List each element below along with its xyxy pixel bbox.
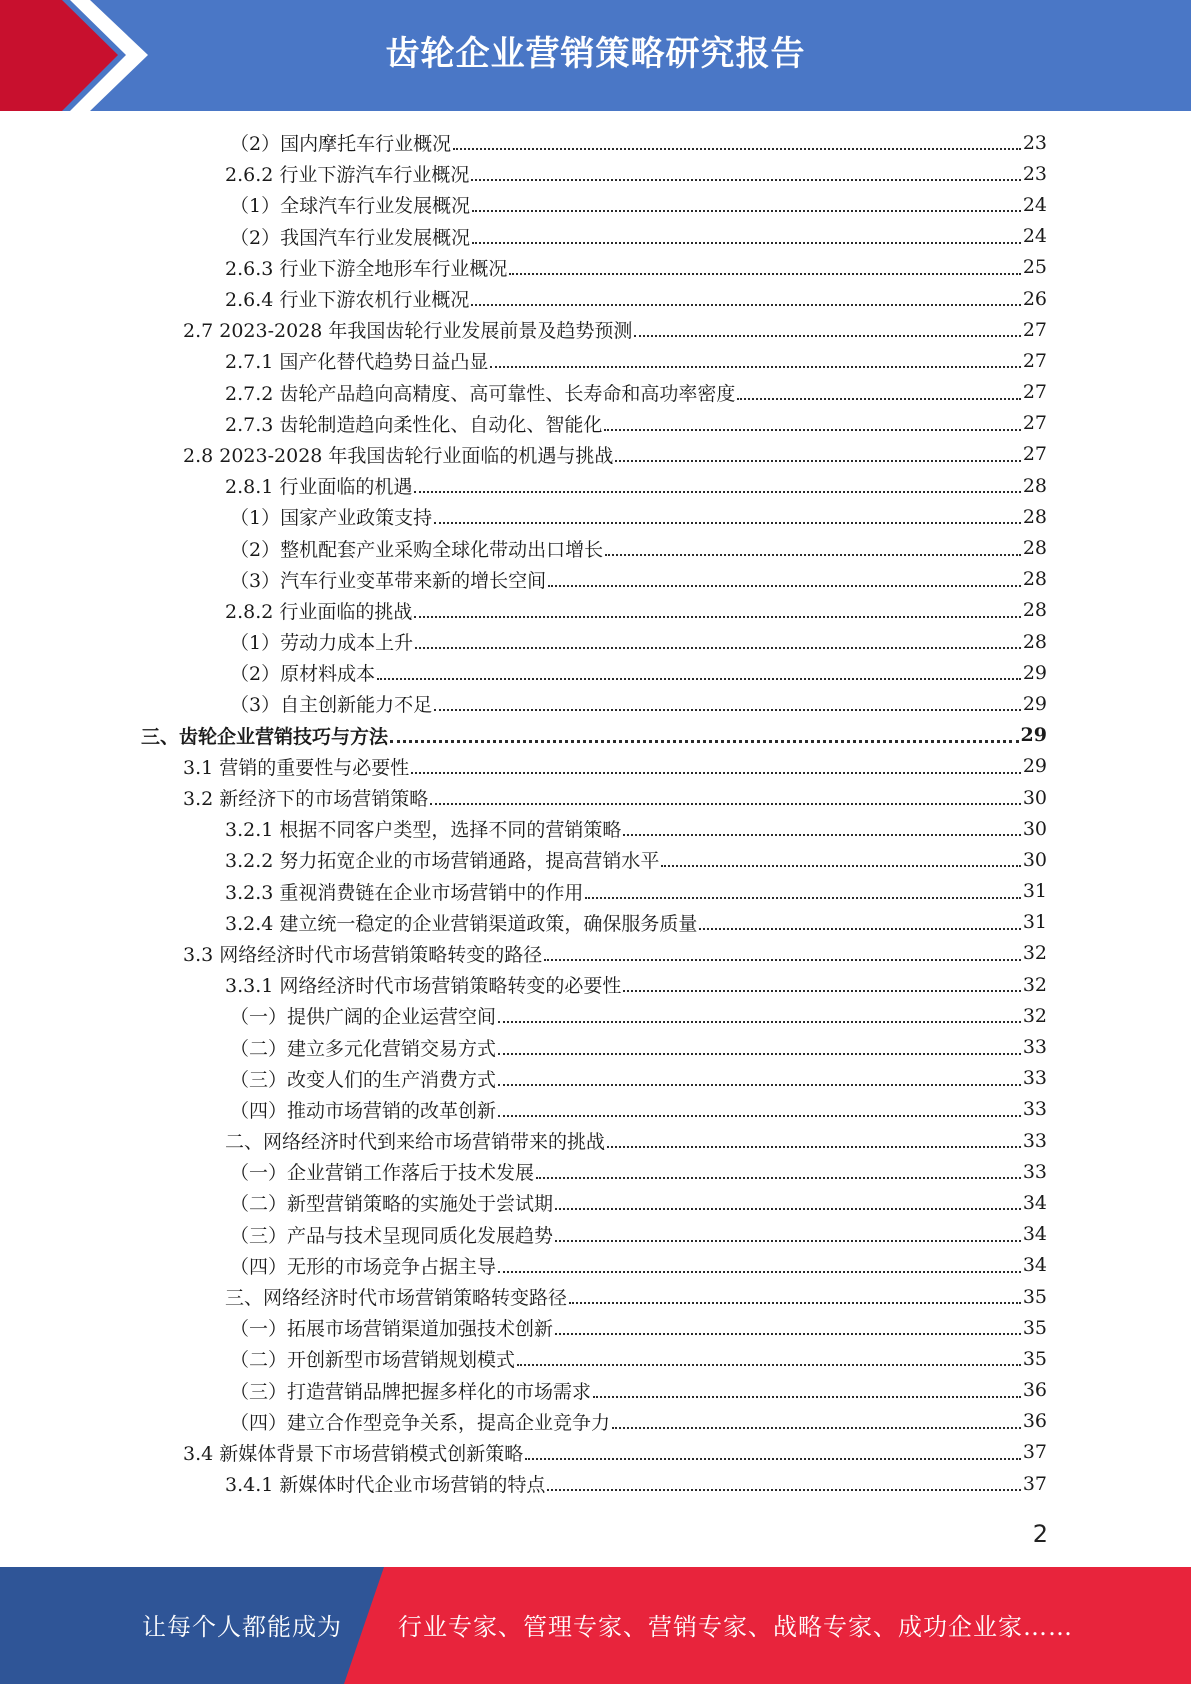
toc-entry[interactable] bbox=[0, 907, 1191, 938]
toc-entry-title: （四）建立合作型竞争关系，提高企业竞争力 bbox=[230, 1411, 611, 1434]
toc-entry-page: 29 bbox=[1022, 692, 1047, 715]
toc-entry-page: 37 bbox=[1022, 1441, 1047, 1464]
toc-entry-title: （二）建立多元化营销交易方式 bbox=[230, 1037, 497, 1060]
toc-entry[interactable] bbox=[0, 969, 1191, 1000]
toc-dot-leader bbox=[737, 397, 1020, 400]
toc-entry[interactable] bbox=[0, 1187, 1191, 1218]
toc-entry-title: （2）整机配套产业采购全球化带动出口增长 bbox=[230, 538, 604, 561]
toc-dot-leader bbox=[509, 272, 1020, 275]
toc-entry-title: 2.7.3 齿轮制造趋向柔性化、自动化、智能化 bbox=[225, 413, 603, 436]
toc-dot-leader bbox=[498, 1020, 1021, 1023]
toc-entry-title: （三）改变人们的生产消费方式 bbox=[230, 1068, 497, 1091]
toc-entry-title: 二、网络经济时代到来给市场营销带来的挑战 bbox=[225, 1131, 606, 1154]
toc-entry-page: 29 bbox=[1020, 724, 1047, 747]
toc-dot-leader bbox=[490, 365, 1020, 368]
toc-dot-leader bbox=[605, 553, 1021, 556]
toc-dot-leader bbox=[585, 896, 1020, 899]
toc-entry-page: 24 bbox=[1022, 225, 1047, 248]
footer-slogan-right: 行业专家、管理专家、营销专家、战略专家、成功企业家…… bbox=[398, 1613, 1073, 1641]
toc-entry-title: 2.8.1 行业面临的机遇 bbox=[225, 476, 413, 499]
toc-dot-leader bbox=[411, 771, 1021, 774]
toc-entry-page: 30 bbox=[1022, 848, 1047, 871]
toc-entry[interactable] bbox=[0, 1031, 1191, 1062]
toc-entry[interactable] bbox=[0, 813, 1191, 844]
toc-entry-page: 25 bbox=[1022, 256, 1047, 279]
toc-entry-page: 28 bbox=[1022, 537, 1047, 560]
toc-dot-leader bbox=[623, 833, 1020, 836]
toc-entry-page: 34 bbox=[1022, 1191, 1047, 1214]
toc-entry[interactable] bbox=[0, 1219, 1191, 1250]
toc-entry-page: 32 bbox=[1022, 973, 1047, 996]
toc-dot-leader bbox=[536, 1176, 1021, 1179]
toc-dot-leader bbox=[471, 178, 1020, 181]
toc-entry-title: （3）自主创新能力不足 bbox=[230, 694, 433, 717]
toc-entry[interactable] bbox=[0, 1281, 1191, 1312]
toc-entry-page: 33 bbox=[1022, 1160, 1047, 1183]
toc-dot-leader bbox=[569, 1301, 1021, 1304]
toc-entry[interactable] bbox=[0, 532, 1191, 563]
toc-entry-page: 31 bbox=[1022, 880, 1047, 903]
toc-entry[interactable] bbox=[0, 127, 1191, 158]
toc-entry[interactable] bbox=[0, 283, 1191, 314]
toc-entry-title: 3.2 新经济下的市场营销策略 bbox=[183, 788, 429, 811]
toc-entry-title: 2.8.2 行业面临的挑战 bbox=[225, 600, 413, 623]
toc-entry-page: 33 bbox=[1022, 1036, 1047, 1059]
toc-entry-title: （二）开创新型市场营销规划模式 bbox=[230, 1349, 516, 1372]
toc-dot-leader bbox=[472, 241, 1021, 244]
page-header bbox=[0, 0, 1191, 111]
toc-dot-leader bbox=[661, 864, 1020, 867]
toc-entry-title: （2）原材料成本 bbox=[230, 663, 376, 686]
toc-entry-title: （1）劳动力成本上升 bbox=[230, 632, 414, 655]
toc-entry[interactable] bbox=[0, 439, 1191, 470]
toc-entry-page: 30 bbox=[1022, 786, 1047, 809]
report-title: 齿轮企业营销策略研究报告 bbox=[385, 34, 806, 74]
toc-entry-title: 2.6.2 行业下游汽车行业概况 bbox=[225, 164, 470, 187]
toc-dot-leader bbox=[525, 1457, 1021, 1460]
toc-entry[interactable] bbox=[0, 1343, 1191, 1374]
toc-entry-page: 36 bbox=[1022, 1410, 1047, 1433]
toc-entry-title: 3.2.4 建立统一稳定的企业营销渠道政策，确保服务质量 bbox=[225, 912, 698, 935]
toc-entry-title: （一）企业营销工作落后于技术发展 bbox=[230, 1162, 535, 1185]
toc-entry-page: 27 bbox=[1022, 318, 1047, 341]
toc-dot-leader bbox=[555, 1239, 1021, 1242]
toc-dot-leader bbox=[414, 615, 1020, 618]
toc-dot-leader bbox=[555, 1207, 1021, 1210]
toc-dot-leader bbox=[377, 677, 1021, 680]
toc-entry[interactable] bbox=[0, 1312, 1191, 1343]
toc-dot-leader bbox=[434, 521, 1021, 524]
toc-entry[interactable] bbox=[0, 844, 1191, 875]
toc-entry-title: （2）国内摩托车行业概况 bbox=[230, 133, 452, 156]
toc-entry[interactable] bbox=[0, 189, 1191, 220]
toc-entry-page: 34 bbox=[1022, 1223, 1047, 1246]
toc-dot-leader bbox=[453, 147, 1021, 150]
toc-entry-page: 24 bbox=[1022, 193, 1047, 216]
toc-entry-page: 35 bbox=[1022, 1316, 1047, 1339]
toc-entry[interactable] bbox=[0, 938, 1191, 969]
toc-entry[interactable] bbox=[0, 1094, 1191, 1125]
toc-entry-page: 34 bbox=[1022, 1254, 1047, 1277]
toc-entry-title: （三）打造营销品牌把握多样化的市场需求 bbox=[230, 1380, 592, 1403]
toc-dot-leader bbox=[471, 303, 1020, 306]
toc-entry-title: （一）拓展市场营销渠道加强技术创新 bbox=[230, 1318, 554, 1341]
toc-entry-page: 32 bbox=[1022, 1004, 1047, 1027]
toc-dot-leader bbox=[699, 927, 1020, 930]
toc-entry-page: 23 bbox=[1022, 162, 1047, 185]
toc-entry[interactable] bbox=[0, 1125, 1191, 1156]
toc-dot-leader bbox=[593, 1395, 1021, 1398]
toc-dot-leader bbox=[415, 646, 1021, 649]
toc-entry-title: 2.6.4 行业下游农机行业概况 bbox=[225, 289, 470, 312]
toc-dot-leader bbox=[498, 1114, 1021, 1117]
toc-entry-page: 28 bbox=[1022, 505, 1047, 528]
toc-dot-leader bbox=[498, 1052, 1021, 1055]
toc-entry[interactable] bbox=[0, 1156, 1191, 1187]
toc-dot-leader bbox=[612, 1426, 1021, 1429]
toc-entry-page: 28 bbox=[1022, 474, 1047, 497]
toc-entry-title: 2.8 2023-2028 年我国齿轮行业面临的机遇与挑战 bbox=[183, 444, 614, 467]
toc-entry[interactable] bbox=[0, 1250, 1191, 1281]
toc-entry[interactable] bbox=[0, 314, 1191, 345]
toc-dot-leader bbox=[607, 1145, 1021, 1148]
toc-dot-leader bbox=[634, 334, 1020, 337]
toc-dot-leader bbox=[555, 1332, 1021, 1335]
toc-dot-leader bbox=[604, 428, 1020, 431]
toc-entry[interactable] bbox=[0, 564, 1191, 595]
toc-entry[interactable] bbox=[0, 158, 1191, 189]
toc-dot-leader bbox=[547, 1488, 1020, 1491]
page-footer bbox=[0, 1567, 1191, 1684]
toc-entry-page: 27 bbox=[1022, 381, 1047, 404]
toc-entry-title: （2）我国汽车行业发展概况 bbox=[230, 226, 471, 249]
toc-entry[interactable] bbox=[0, 657, 1191, 688]
toc-dot-leader bbox=[517, 1363, 1021, 1366]
toc-dot-leader bbox=[390, 739, 1019, 743]
toc-entry-page: 27 bbox=[1022, 349, 1047, 372]
toc-entry-title: 3.3 网络经济时代市场营销策略转变的路径 bbox=[183, 943, 543, 966]
toc-dot-leader bbox=[498, 1270, 1021, 1273]
toc-entry[interactable] bbox=[0, 1406, 1191, 1437]
toc-entry-page: 33 bbox=[1022, 1098, 1047, 1121]
toc-dot-leader bbox=[623, 989, 1020, 992]
toc-entry-title: （1）国家产业政策支持 bbox=[230, 507, 433, 530]
toc-entry-page: 30 bbox=[1022, 817, 1047, 840]
toc-entry-title: 三、网络经济时代市场营销策略转变路径 bbox=[225, 1287, 568, 1310]
toc-dot-leader bbox=[414, 490, 1020, 493]
toc-entry-page: 26 bbox=[1022, 287, 1047, 310]
toc-entry-title: 3.2.2 努力拓宽企业的市场营销通路，提高营销水平 bbox=[225, 850, 660, 873]
toc-dot-leader bbox=[544, 958, 1021, 961]
toc-entry-page: 27 bbox=[1022, 443, 1047, 466]
toc-entry[interactable] bbox=[0, 720, 1191, 751]
toc-entry-title: 3.2.3 重视消费链在企业市场营销中的作用 bbox=[225, 881, 584, 904]
toc-entry[interactable] bbox=[0, 377, 1191, 408]
toc-entry-title: 2.6.3 行业下游全地形车行业概况 bbox=[225, 257, 508, 280]
toc-entry-title: （二）新型营销策略的实施处于尝试期 bbox=[230, 1193, 554, 1216]
toc-entry-page: 35 bbox=[1022, 1285, 1047, 1308]
toc-entry[interactable] bbox=[0, 345, 1191, 376]
toc-entry-title: 3.4.1 新媒体时代企业市场营销的特点 bbox=[225, 1474, 546, 1497]
toc-entry-title: （三）产品与技术呈现同质化发展趋势 bbox=[230, 1224, 554, 1247]
toc-entry-page: 35 bbox=[1022, 1347, 1047, 1370]
toc-dot-leader bbox=[472, 209, 1021, 212]
toc-entry[interactable] bbox=[0, 501, 1191, 532]
toc-entry-page: 33 bbox=[1022, 1067, 1047, 1090]
toc-dot-leader bbox=[430, 802, 1021, 805]
toc-entry[interactable] bbox=[0, 688, 1191, 719]
toc-entry[interactable] bbox=[0, 1468, 1191, 1499]
toc-entry-title: 3.4 新媒体背景下市场营销模式创新策略 bbox=[183, 1442, 524, 1465]
toc-entry-title: 三、齿轮企业营销技巧与方法 bbox=[141, 725, 389, 748]
toc-entry-page: 28 bbox=[1022, 630, 1047, 653]
toc-entry[interactable] bbox=[0, 782, 1191, 813]
toc-entry[interactable] bbox=[0, 1437, 1191, 1468]
toc-entry-page: 28 bbox=[1022, 568, 1047, 591]
table-of-contents bbox=[0, 127, 1191, 1499]
toc-entry[interactable] bbox=[0, 252, 1191, 283]
toc-entry[interactable] bbox=[0, 595, 1191, 626]
toc-entry-page: 29 bbox=[1022, 661, 1047, 684]
toc-entry[interactable] bbox=[0, 1375, 1191, 1406]
toc-entry-title: （1）全球汽车行业发展概况 bbox=[230, 195, 471, 218]
toc-entry-title: 3.3.1 网络经济时代市场营销策略转变的必要性 bbox=[225, 975, 622, 998]
toc-entry[interactable] bbox=[0, 751, 1191, 782]
toc-entry[interactable] bbox=[0, 470, 1191, 501]
toc-entry-title: 3.1 营销的重要性与必要性 bbox=[183, 756, 410, 779]
toc-dot-leader bbox=[498, 1083, 1021, 1086]
toc-entry-title: （3）汽车行业变革带来新的增长空间 bbox=[230, 569, 547, 592]
toc-entry-page: 36 bbox=[1022, 1379, 1047, 1402]
toc-dot-leader bbox=[615, 459, 1020, 462]
toc-entry-title: 3.2.1 根据不同客户类型，选择不同的营销策略 bbox=[225, 819, 622, 842]
toc-entry-title: （一）提供广阔的企业运营空间 bbox=[230, 1006, 497, 1029]
toc-entry-title: （四）无形的市场竞争占据主导 bbox=[230, 1255, 497, 1278]
toc-entry-page: 27 bbox=[1022, 412, 1047, 435]
toc-entry-page: 29 bbox=[1022, 755, 1047, 778]
toc-entry-page: 31 bbox=[1022, 911, 1047, 934]
toc-entry-page: 28 bbox=[1022, 599, 1047, 622]
toc-entry-title: 2.7.1 国产化替代趋势日益凸显 bbox=[225, 351, 489, 374]
toc-entry-page: 37 bbox=[1022, 1472, 1047, 1495]
page-number: 2 bbox=[1032, 1520, 1048, 1548]
toc-dot-leader bbox=[548, 584, 1021, 587]
footer-slogan-left: 让每个人都能成为 bbox=[142, 1613, 342, 1641]
toc-dot-leader bbox=[434, 708, 1021, 711]
toc-entry[interactable] bbox=[0, 1000, 1191, 1031]
toc-entry[interactable] bbox=[0, 221, 1191, 252]
toc-entry-page: 32 bbox=[1022, 942, 1047, 965]
toc-entry-title: 2.7 2023-2028 年我国齿轮行业发展前景及趋势预测 bbox=[183, 320, 633, 343]
toc-entry-page: 23 bbox=[1022, 131, 1047, 154]
toc-entry[interactable] bbox=[0, 876, 1191, 907]
toc-entry-page: 33 bbox=[1022, 1129, 1047, 1152]
toc-entry-title: 2.7.2 齿轮产品趋向高精度、高可靠性、长寿命和高功率密度 bbox=[225, 382, 736, 405]
toc-entry[interactable] bbox=[0, 1063, 1191, 1094]
toc-entry[interactable] bbox=[0, 626, 1191, 657]
toc-entry[interactable] bbox=[0, 408, 1191, 439]
toc-entry-title: （四）推动市场营销的改革创新 bbox=[230, 1099, 497, 1122]
